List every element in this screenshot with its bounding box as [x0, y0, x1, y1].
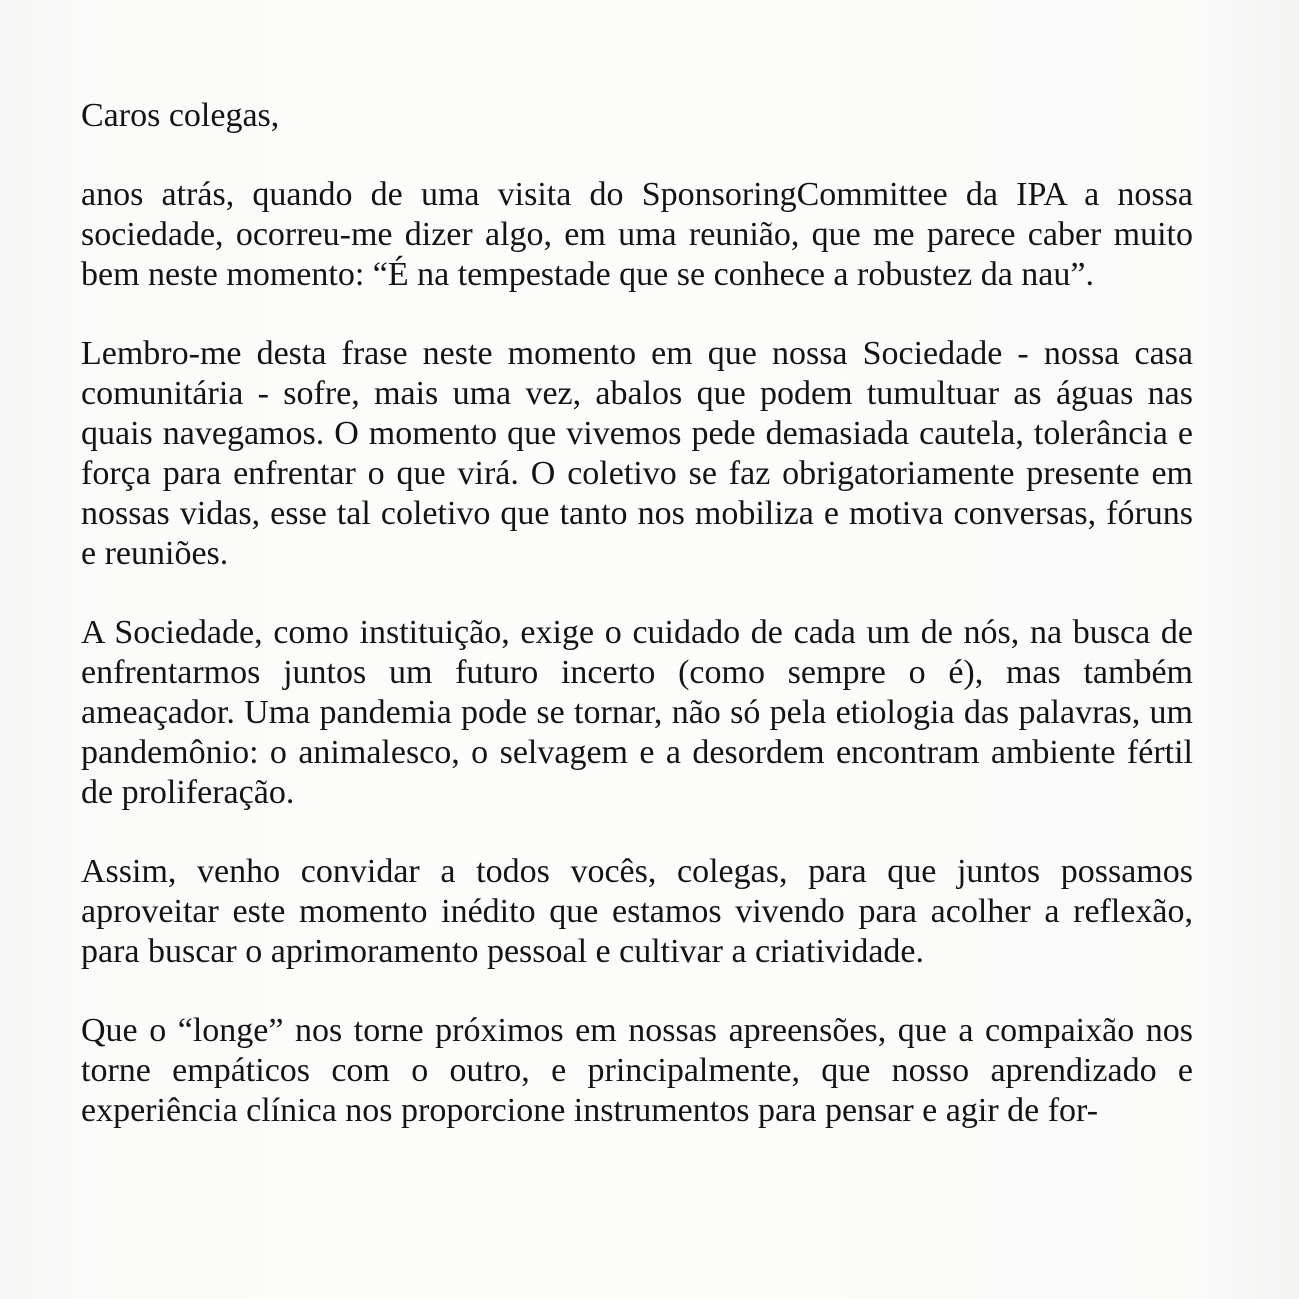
letter-greeting: Caros colegas, — [81, 97, 280, 134]
paragraph-sociedade-abalos: Lembro-me desta frase neste momento em que nossa Sociedade - nossa casa comunitária - sofre, mais uma vez, abalos que podem tumultuar as águas nas quais navegamos. O momento que vivemos pede demasiada cautela, tolerância e força para enfrentar o que virá. O coletivo se faz obrigatoriamente presente em nossas vidas, esse tal coletivo que tanto nos mobiliza e motiva conversas, fóruns e reuniões. — [81, 335, 1193, 572]
paragraph-robustez: anos atrás, quando de uma visita do SponsoringCommittee da IPA a nossa sociedade, ocorreu-me dizer algo, em uma reunião, que me parece caber muito bem neste momento: “É na tempestade que se conhece a robustez da nau”. — [81, 176, 1193, 293]
paragraph-instituicao: A Sociedade, como instituição, exige o cuidado de cada um de nós, na busca de enfrentarmos juntos um futuro incerto (como sempre o é), mas também ameaçador. Uma pandemia pode se tornar, não só pela etiologia das palavras, um pandemônio: o animalesco, o selvagem e a desordem encontram ambiente fértil de proliferação. — [81, 614, 1193, 811]
letter-body — [81, 96, 1193, 1131]
paragraph-longe: Que o “longe” nos torne próximos em nossas apreensões, que a compaixão nos torne empáticos com o outro, e principalmente, que nosso aprendizado e experiência clínica nos proporcione instrumentos para pensar e agir de for- — [81, 1012, 1193, 1129]
paragraph-convite: Assim, venho convidar a todos vocês, colegas, para que juntos possamos aproveitar este momento inédito que estamos vivendo para acolher a reflexão, para buscar o aprimoramento pessoal e cultivar a criatividade. — [81, 853, 1193, 970]
